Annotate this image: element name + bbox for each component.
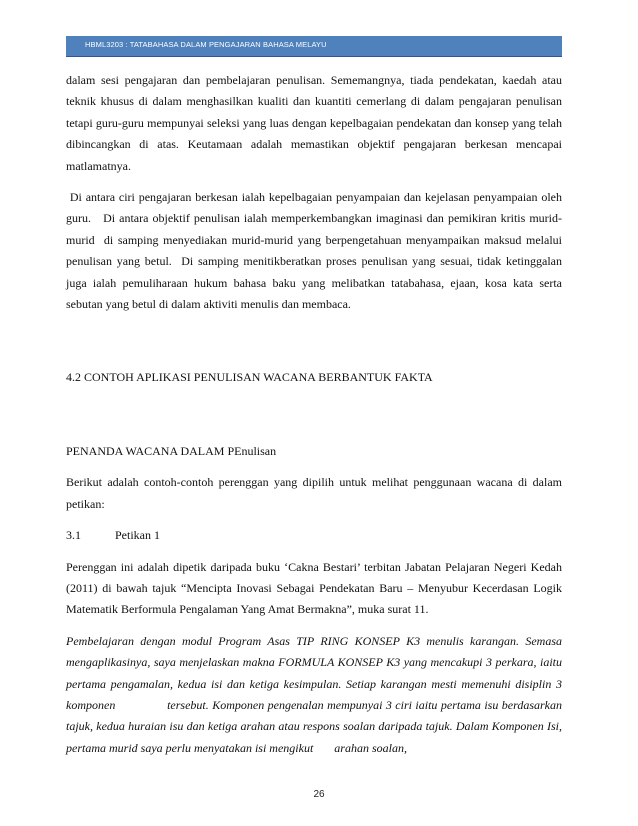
page-number: 26 — [313, 789, 325, 800]
subheading: PENANDA WACANA DALAM PEnulisan — [66, 443, 277, 458]
list-item — [66, 525, 562, 546]
list-item-number: 3.1 — [66, 528, 81, 543]
quoted-excerpt: Pembelajaran dengan modul Program Asas TIP RING KONSEP K3 menulis karangan. Semasa mengaplikasinya, saya menjelaskan makna FORMULA KONSEP K3 yang mencakupi 3 perkara, iaitu pertama pengamalan, kedua isi dan ketiga kesimpulan. Setiap karangan mesti memenuhi disiplin 3 komponen tersebut. Komponen pengenalan mempunyai 3 ciri iaitu pertama isu berdasarkan tajuk, kedua huraian isu dan ketiga arahan atau respons soalan daripada tajuk. Dalam Komponen Isi, pertama murid saya perlu menyatakan isi mengikut arahan soalan, — [66, 633, 574, 755]
running-header-bar — [66, 36, 562, 57]
page-body — [66, 70, 574, 759]
list-item-label: Petikan 1 — [115, 528, 160, 543]
paragraph-2: Di antara ciri pengajaran berkesan ialah kepelbagaian penyampaian dan kejelasan penyampaian oleh guru. Di antara objektif penulisan ialah memperkembangkan imaginasi dan pemikiran kritis murid-murid di samping menyediakan murid-murid yang berpengetahuan menyampaikan maksud melalui penulisan yang betul. Di samping menitikberatkan proses penulisan yang sesuai, tidak ketinggalan juga ialah pemuliharaan hukum bahasa baku yang melibatkan tatabahasa, ejaan, kosa kata serta sebutan yang betul di dalam aktiviti menulis dan membaca. — [66, 190, 565, 312]
paragraph-1: dalam sesi pengajaran dan pembelajaran penulisan. Sememangnya, tiada pendekatan, kaedah atau teknik khusus di dalam menghasilkan kualiti dan kuantiti cemerlang di dalam pengajaran penulisan tetapi guru-guru mempunyai seleksi yang luas dengan kepelbagaian pendekatan dan konsep yang telah dibincangkan di atas. Keutamaan adalah memastikan objektif pengajaran berkesan mencapai matlamatnya. — [66, 73, 562, 173]
section-heading: 4.2 CONTOH APLIKASI PENULISAN WACANA BERBANTUK FAKTA — [66, 370, 433, 385]
paragraph-3: Berikut adalah contoh-contoh perenggan yang dipilih untuk melihat penggunaan wacana di dalam petikan: — [66, 475, 562, 511]
paragraph-4: Perenggan ini adalah dipetik daripada buku ‘Cakna Bestari’ terbitan Jabatan Pelajaran Negeri Kedah (2011) di bawah tajuk “Mencipta Inovasi Sebagai Pendekatan Baru – Menyubur Kecerdasan Logik Matematik Berformula Pengalaman Yang Amat Bermakna”, muka surat 11. — [66, 559, 562, 617]
running-header-title: HBML3203 : TATABAHASA DALAM PENGAJARAN BAHASA MELAYU — [85, 40, 327, 49]
